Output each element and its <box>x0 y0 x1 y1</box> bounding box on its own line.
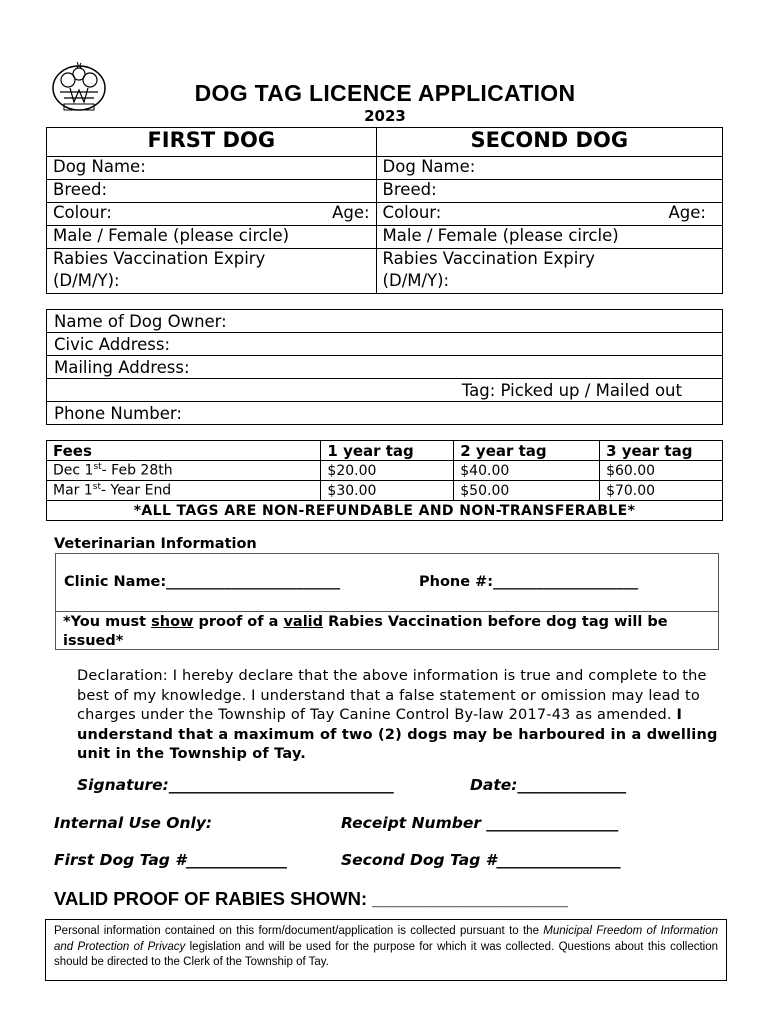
dogs-table <box>46 127 723 294</box>
clinic-name-field[interactable]: Clinic Name:________________________ <box>64 574 341 590</box>
second-dog-heading: SECOND DOG <box>376 128 722 157</box>
fees-table <box>46 440 723 521</box>
second-dog-rabies-label: Rabies Vaccination Expiry <box>376 249 722 272</box>
second-dog-name-field[interactable]: Dog Name: <box>376 157 722 180</box>
date-field[interactable]: Date:______________ <box>470 776 626 794</box>
vet-divider <box>56 611 718 612</box>
second-dog-rabies-field[interactable]: (D/M/Y): <box>376 271 722 294</box>
owner-table <box>46 309 723 425</box>
first-dog-heading: FIRST DOG <box>47 128 377 157</box>
privacy-notice: Personal information contained on this form/document/application is collected pursuant to the Municipal Freedom of Information and Protection of Privacy legislation and will be used for the purpose for which it was collected. Questions about this collection should be directed to the Clerk of the Township of Tay. <box>45 919 727 981</box>
mailing-address-field[interactable]: Mailing Address: <box>47 356 723 379</box>
first-dog-age-label: Age: <box>332 203 370 222</box>
rabies-proof-notice: *You must show proof of a valid Rabies Vaccination before dog tag will be issued* <box>63 614 668 649</box>
second-dog-sex-field[interactable]: Male / Female (please circle) <box>376 226 722 249</box>
second-dog-colour-field[interactable]: Colour: Age: <box>376 203 722 226</box>
fees-notice: *ALL TAGS ARE NON-REFUNDABLE AND NON-TRANSFERABLE* <box>47 501 723 521</box>
page-title: DOG TAG LICENCE APPLICATION <box>194 80 576 106</box>
owner-name-field[interactable]: Name of Dog Owner: <box>47 310 723 333</box>
first-dog-name-field[interactable]: Dog Name: <box>47 157 377 180</box>
two-year-header: 2 year tag <box>454 441 600 461</box>
fee-period-dec-feb: Dec 1st- Feb 28th <box>47 461 321 481</box>
vet-section-title: Veterinarian Information <box>54 536 257 552</box>
internal-use-label: Internal Use Only: <box>54 814 213 832</box>
fee-cell: $20.00 <box>321 461 454 481</box>
tag-delivery-field[interactable]: Tag: Picked up / Mailed out <box>47 379 723 402</box>
receipt-number-field[interactable]: Receipt Number _________________ <box>341 814 619 832</box>
valid-proof-field[interactable]: VALID PROOF OF RABIES SHOWN: ___________________ <box>54 888 568 909</box>
civic-address-field[interactable]: Civic Address: <box>47 333 723 356</box>
form-year: 2023 <box>364 107 406 125</box>
fee-cell: $40.00 <box>454 461 600 481</box>
clinic-phone-field[interactable]: Phone #:____________________ <box>419 574 639 590</box>
fee-cell: $30.00 <box>321 481 454 501</box>
phone-number-field[interactable]: Phone Number: <box>47 402 723 425</box>
first-dog-colour-field[interactable]: Colour: Age: <box>47 203 377 226</box>
fee-cell: $70.00 <box>600 481 723 501</box>
second-dog-age-label: Age: <box>668 203 706 222</box>
declaration-text: Declaration: I hereby declare that the above information is true and complete to the best of my knowledge. I understand that a false statement or omission may lead to charges under the Township of Tay Canine Control By-law 2017-43 as amended. I understand that a maximum of two (2) dogs may be harboured in a dwelling unit in the Township of Tay. <box>77 668 718 762</box>
fee-cell: $50.00 <box>454 481 600 501</box>
first-dog-breed-field[interactable]: Breed: <box>47 180 377 203</box>
signature-field[interactable]: Signature:_____________________________ <box>77 776 394 794</box>
second-dog-breed-field[interactable]: Breed: <box>376 180 722 203</box>
first-dog-sex-field[interactable]: Male / Female (please circle) <box>47 226 377 249</box>
one-year-header: 1 year tag <box>321 441 454 461</box>
first-dog-rabies-label: Rabies Vaccination Expiry <box>47 249 377 272</box>
fee-cell: $60.00 <box>600 461 723 481</box>
fees-header: Fees <box>47 441 321 461</box>
three-year-header: 3 year tag <box>600 441 723 461</box>
vet-box <box>55 553 719 650</box>
second-dog-tag-field[interactable]: Second Dog Tag #________________ <box>341 851 621 869</box>
fee-period-mar-end: Mar 1st- Year End <box>47 481 321 501</box>
first-dog-rabies-field[interactable]: (D/M/Y): <box>47 271 377 294</box>
first-dog-tag-field[interactable]: First Dog Tag #_____________ <box>54 851 287 869</box>
